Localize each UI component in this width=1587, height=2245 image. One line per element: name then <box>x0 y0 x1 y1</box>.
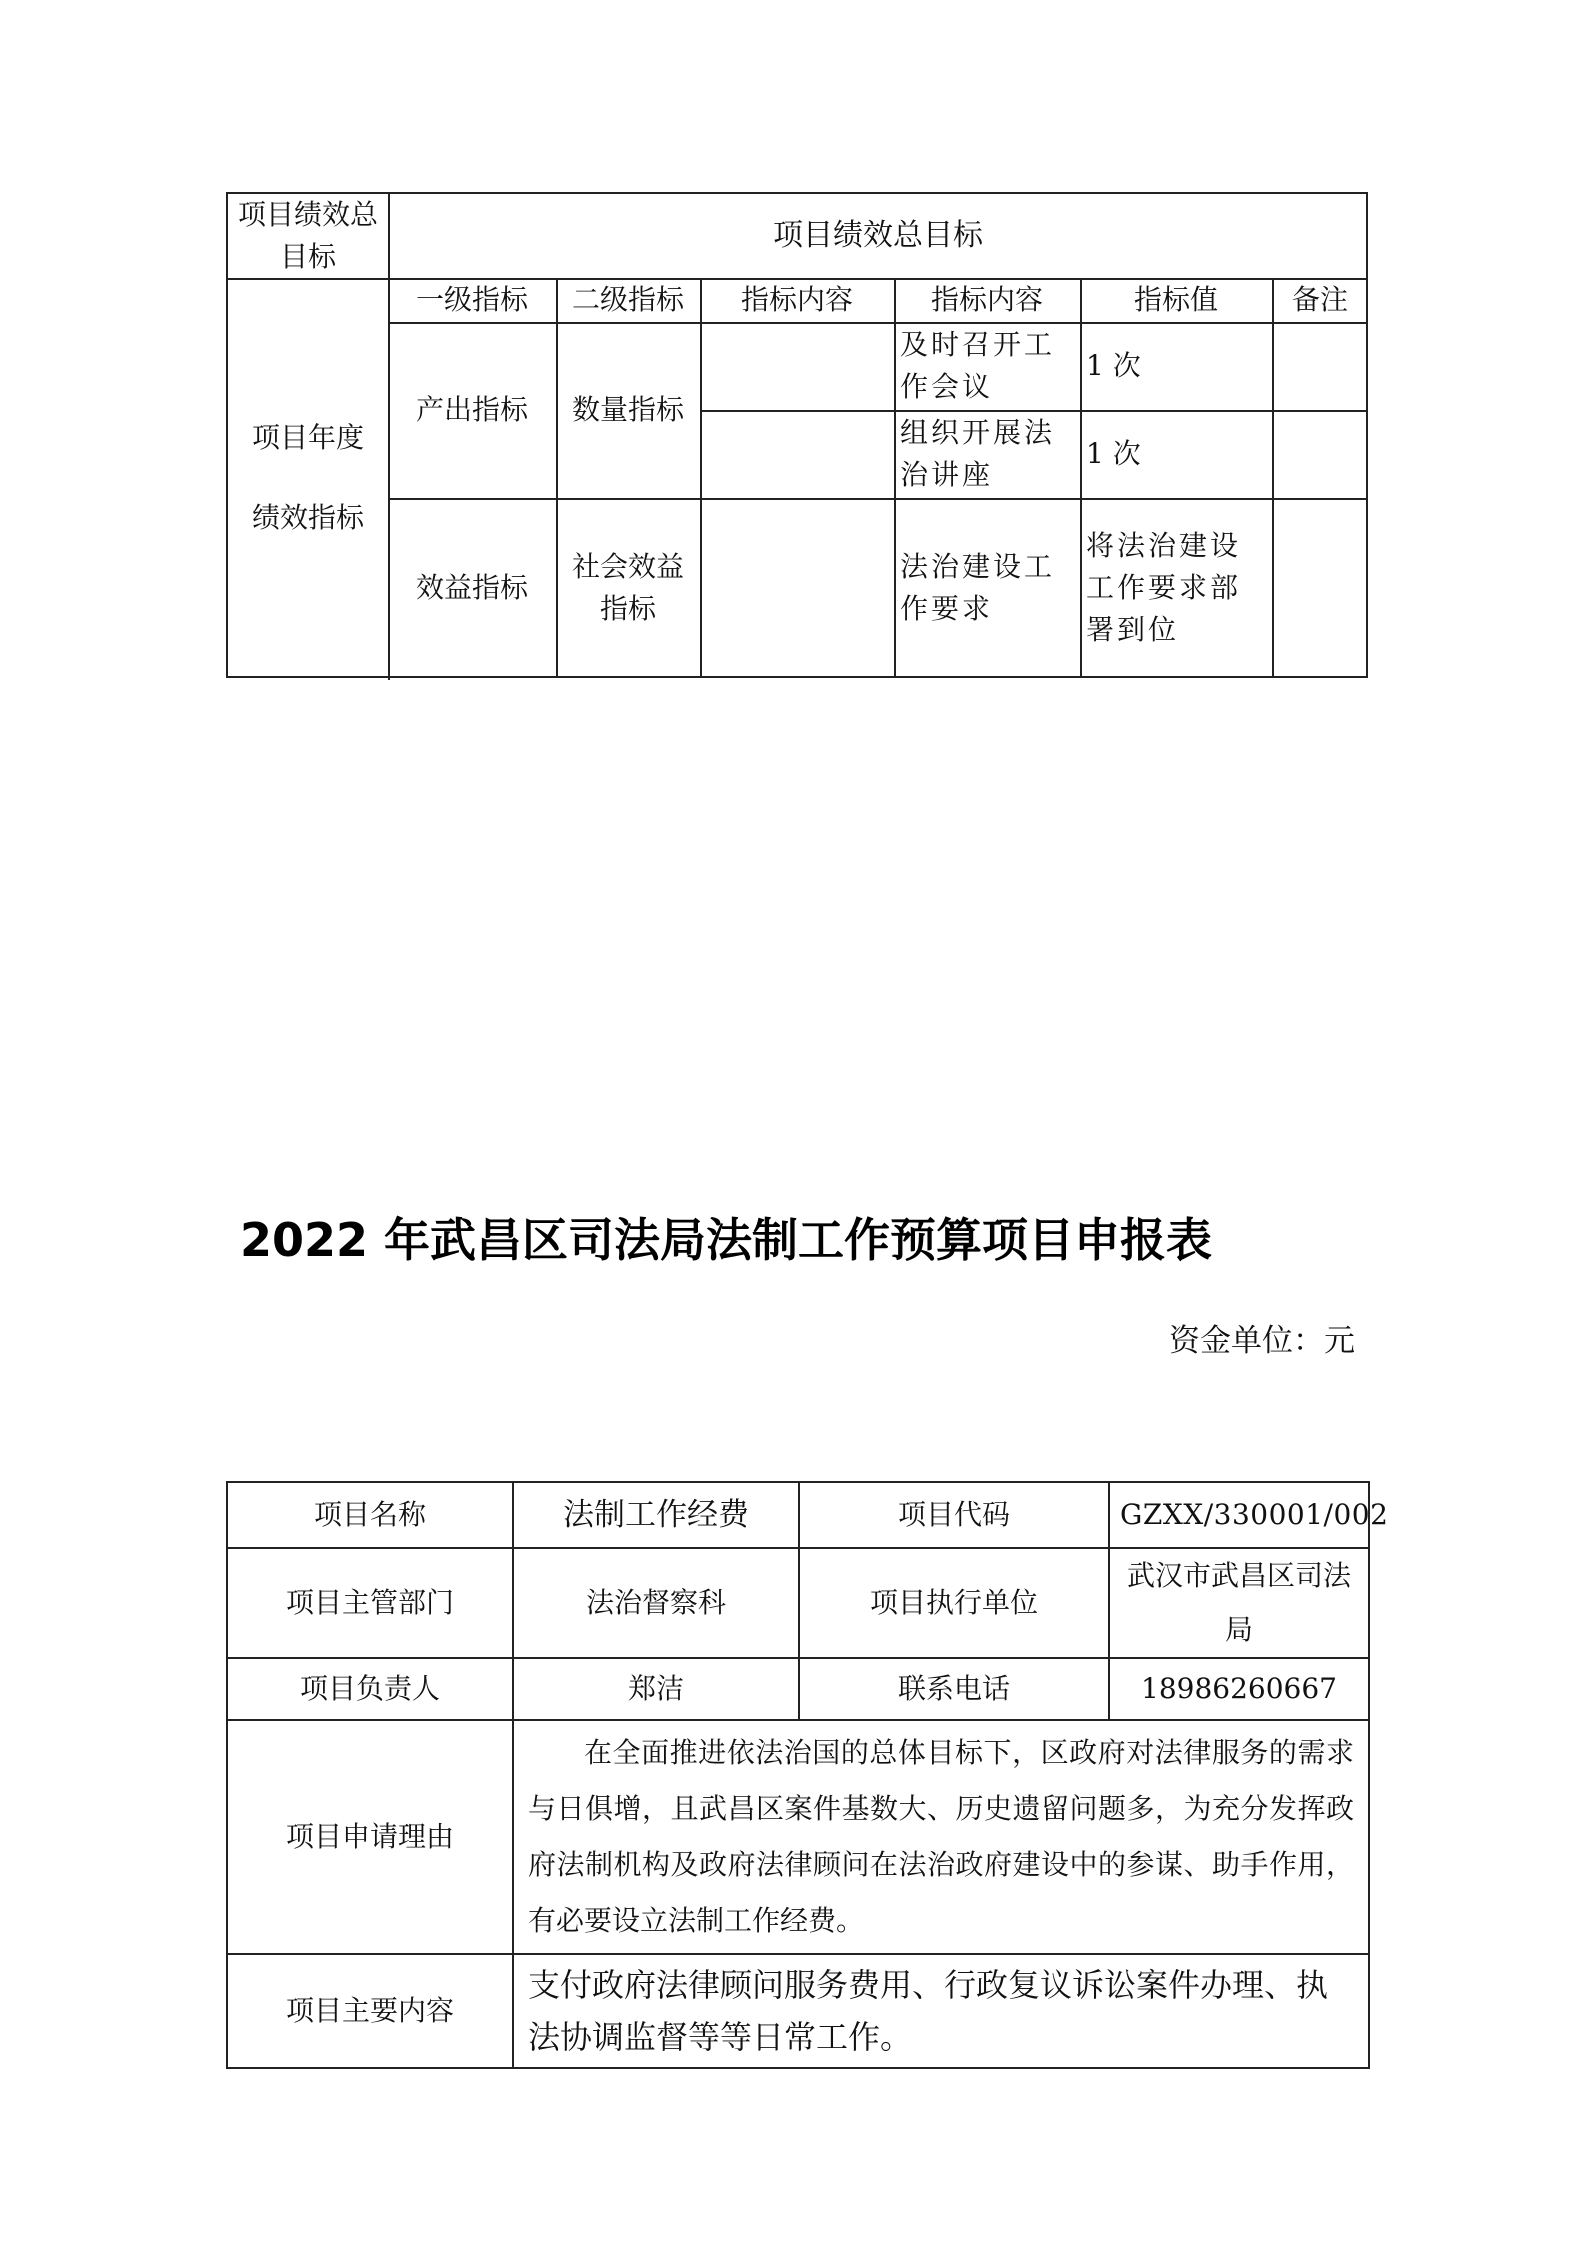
header-level2: 二级指标 <box>571 283 684 316</box>
main-content: 支付政府法律顾问服务费用、行政复议诉讼案件办理、执法协调监督等等日常工作。 <box>513 1954 1369 2068</box>
dept: 法治督察科 <box>513 1548 799 1658</box>
table-row <box>227 1954 1369 2068</box>
social-benefit-indicator: 社会效益指标 <box>571 550 684 625</box>
indicator-content: 及时召开工作会议 <box>900 328 1056 403</box>
indicator-value: 1 次 <box>1086 437 1141 470</box>
fund-unit: 资金单位：元 <box>1169 1323 1355 1359</box>
exec-unit-label: 项目执行单位 <box>799 1548 1109 1658</box>
project-name: 法制工作经费 <box>513 1482 799 1548</box>
total-goal-label: 项目绩效总目标 <box>238 198 379 273</box>
table-row <box>227 1658 1369 1720</box>
table-row <box>227 1548 1369 1658</box>
indicator-note <box>1272 322 1368 410</box>
performance-table <box>226 192 1368 678</box>
header-note: 备注 <box>1291 283 1348 316</box>
budget-table <box>226 1481 1389 2069</box>
reason: 在全面推进依法治国的总体目标下，区政府对法律服务的需求与日俱增，且武昌区案件基数大、历史遗留问题多，为充分发挥政府法制机构及政府法律顾问在法治政府建设中的参谋、助手作用，有必要设立法制工作经费。 <box>513 1720 1369 1954</box>
leader: 郑洁 <box>513 1658 799 1720</box>
indicator-note <box>1272 410 1368 498</box>
project-code: GZXX/330001/002 <box>1109 1482 1369 1548</box>
indicator-value: 1 次 <box>1086 349 1141 382</box>
phone-label: 联系电话 <box>799 1658 1109 1720</box>
exec-unit: 武汉市武昌区司法局 <box>1109 1548 1369 1658</box>
indicator-content: 法治建设工作要求 <box>900 550 1056 625</box>
output-indicator: 产出指标 <box>415 393 528 426</box>
reason-label: 项目申请理由 <box>227 1720 513 1954</box>
header-value: 指标值 <box>1133 283 1218 316</box>
phone: 18986260667 <box>1109 1658 1369 1720</box>
leader-label: 项目负责人 <box>227 1658 513 1720</box>
indicator-value: 将法治建设工作要求部署到位 <box>1086 529 1242 646</box>
header-level1: 一级指标 <box>415 283 528 316</box>
annual-indicator-label: 项目年度 绩效指标 <box>251 421 364 534</box>
indicator-content: 组织开展法治讲座 <box>900 416 1056 491</box>
benefit-indicator: 效益指标 <box>415 571 528 604</box>
content-label: 项目主要内容 <box>227 1954 513 2068</box>
project-code-label: 项目代码 <box>799 1482 1109 1548</box>
quantity-indicator: 数量指标 <box>571 393 684 426</box>
document-title: 2022 年武昌区司法局法制工作预算项目申报表 <box>240 1213 1213 1267</box>
project-name-label: 项目名称 <box>227 1482 513 1548</box>
indicator-note <box>1272 498 1368 678</box>
table-row <box>227 1482 1369 1548</box>
total-goal-value: 项目绩效总目标 <box>773 218 983 253</box>
dept-label: 项目主管部门 <box>227 1548 513 1658</box>
header-content-1: 指标内容 <box>740 283 853 316</box>
table-row <box>227 1720 1369 1954</box>
header-content-2: 指标内容 <box>930 283 1043 316</box>
